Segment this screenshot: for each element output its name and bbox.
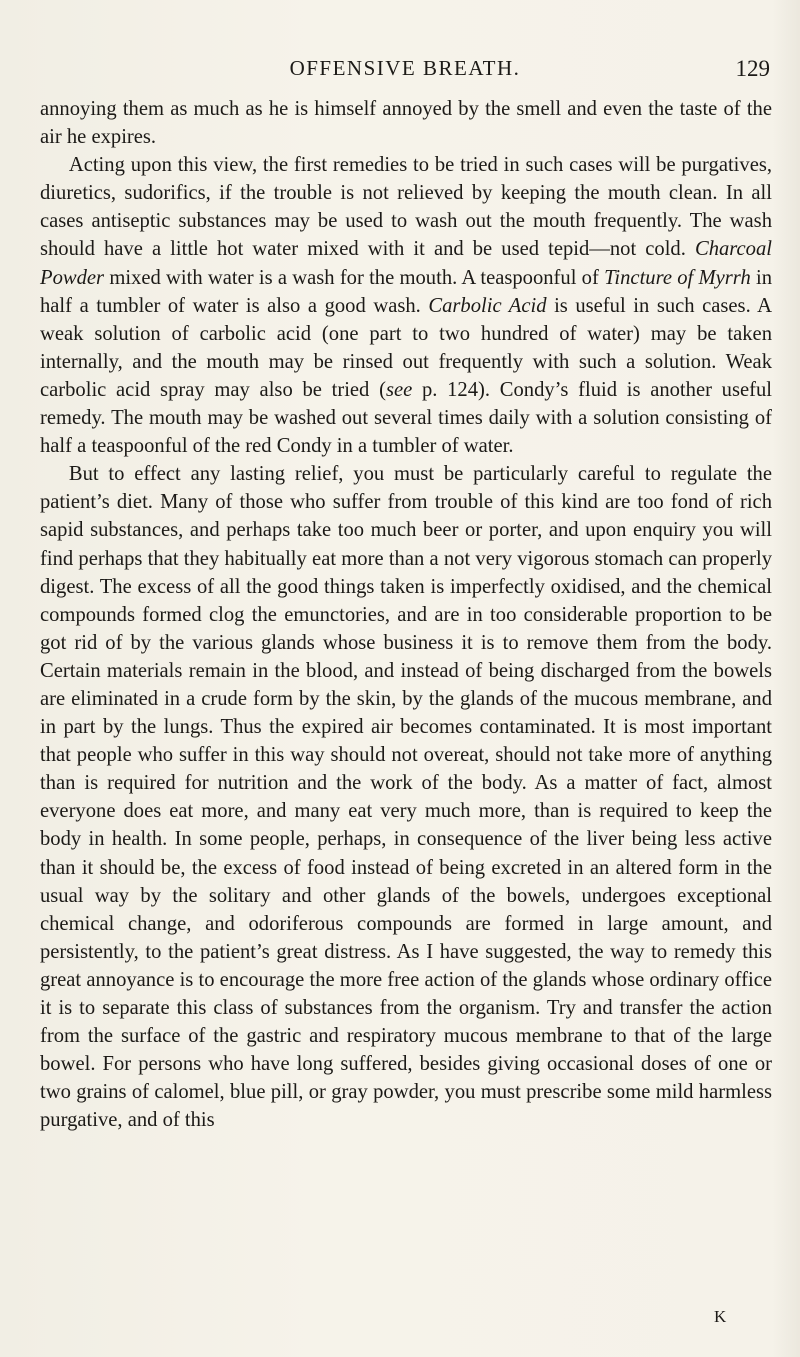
page-edge-shadow <box>772 0 800 1357</box>
paragraph <box>40 151 772 460</box>
italic-term: Carbolic Acid <box>428 294 547 317</box>
running-head <box>40 56 770 86</box>
text-segment: Acting upon this view, the first remedies to be tried in such cases will be purgatives, diuretics, sudorifics, if the trouble is not relieved by keeping the mouth clean. In all cases antiseptic substances may be used to wash out the mouth frequently. The wash should have a little hot water mixed with it and be used tepid—not cold. <box>40 154 772 261</box>
italic-term: Tincture of Myrrh <box>604 266 751 289</box>
body-text <box>40 95 772 1134</box>
paragraph <box>40 95 772 151</box>
text-segment: p. 124). Condy’s fluid is another useful remedy. The mouth may be washed out several times daily with a solution consisting of half a teaspoonful of the red Condy in a tumbler of water. <box>40 378 772 458</box>
signature-mark: K <box>714 1307 727 1326</box>
text-segment: mixed with water is a wash for the mouth. A teaspoonful of <box>104 266 605 289</box>
page-number: 129 <box>735 56 770 81</box>
text-segment: in half a tumbler of water is also a good wash. <box>40 266 773 317</box>
text-segment: But to effect any lasting relief, you must be particularly careful to regulate the patient’s diet. Many of those who suffer from trouble of this kind are too fond of rich sapid substances, and perhaps take too much beer or porter, and upon enquiry you will find perhaps that they habitually eat more than a not very vigorous stomach can properly digest. The excess of all the good things taken is imperfectly oxidised, and the chemical compounds formed clog the emunctories, and are in too considerable proportion to be got rid of by the various glands whose business it is to remove them from the body. Certain materials remain in the blood, and instead of being discharged from the bowels are eliminated in a crude form by the skin, by the glands of the mucous membrane, and in part by the lungs. Thus the expired air becomes contaminated. It is most important that people who suffer in this way should not overeat, should not take more of anything than is required for nutrition and the work of the body. As a matter of fact, almost everyone does eat more, and many eat very much more, than is required to keep the body in health. In some people, perhaps, in consequence of the liver being less active than it should be, the excess of food instead of being excreted in an altered form in the usual way by the solitary and other glands of the bowels, undergoes exceptional chemical change, and odoriferous compounds are formed in large amount, and persistently, to the patient’s great distress. As I have suggested, the way to remedy this great annoyance is to encourage the more free action of the glands whose ordinary office it is to separate this class of substances from the organism. Try and transfer the action from the surface of the gastric and respiratory mucous membrane to that of the large bowel. For persons who have long suffered, besides giving occasional doses of one or two grains of calomel, blue pill, or gray powder, you must prescribe some mild harmless purgative, and of this <box>40 463 772 1132</box>
paragraph <box>40 460 772 1134</box>
italic-term: Charcoal Powder <box>40 238 772 289</box>
running-title: OFFENSIVE BREATH. <box>289 56 521 80</box>
text-segment: is useful in such cases. A weak solution of carbolic acid (one part to two hundred of water) may be taken internally, and the mouth may be rinsed out frequently with such a solution. Weak carbolic acid spray may also be tried ( <box>40 294 773 401</box>
italic-term: see <box>385 378 413 401</box>
text-segment: annoying them as much as he is himself annoyed by the smell and even the taste of the air he expires. <box>40 98 772 149</box>
